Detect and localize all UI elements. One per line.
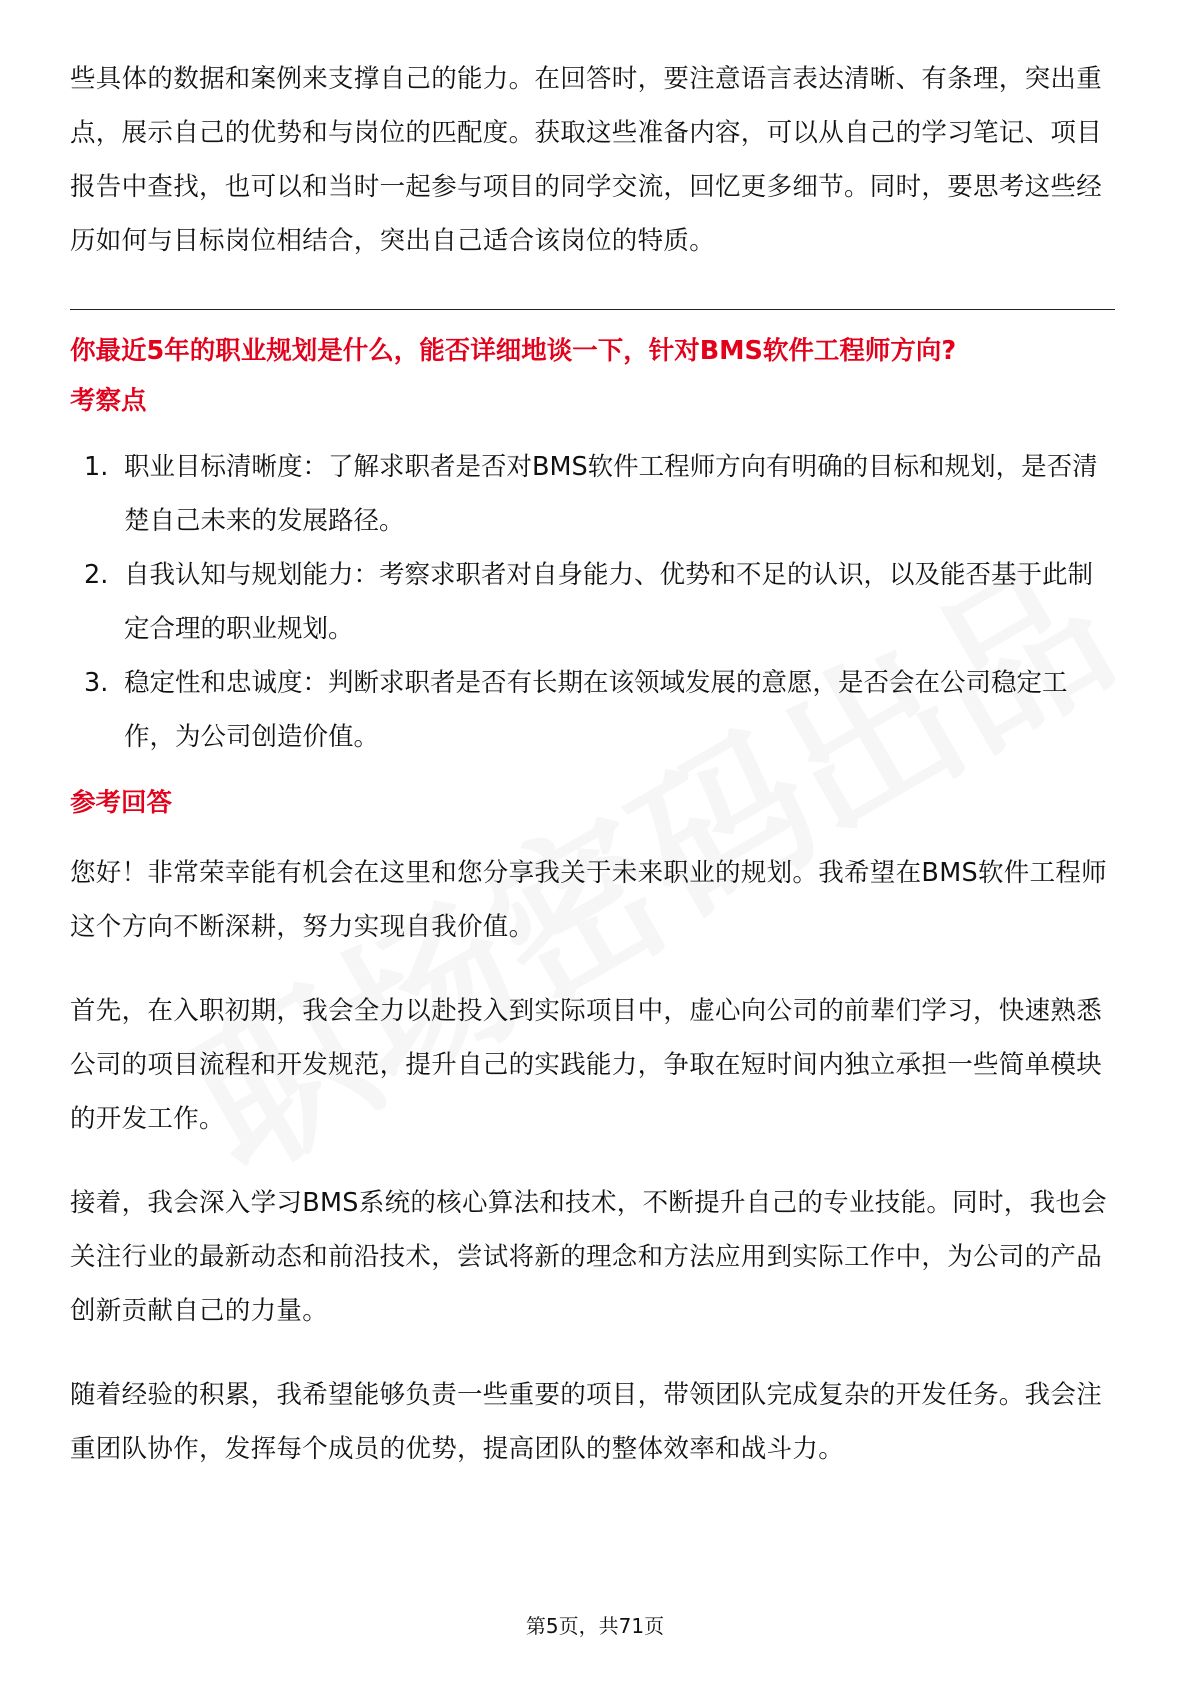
assessment-list: [70, 440, 1115, 764]
answer-paragraph: 随着经验的积累，我希望能够负责一些重要的项目，带领团队完成复杂的开发任务。我会注重团队协作，发挥每个成员的优势，提高团队的整体效率和战斗力。: [70, 1380, 1103, 1464]
assessment-item: [70, 440, 1115, 548]
answer-title: 参考回答: [70, 788, 173, 818]
answer-paragraph: 首先，在入职初期，我会全力以赴投入到实际项目中，虚心向公司的前辈们学习，快速熟悉公司的项目流程和开发规范，提升自己的实践能力，争取在短时间内独立承担一些简单模块的开发工作。: [70, 996, 1103, 1134]
answer-paragraph: 接着，我会深入学习BMS系统的核心算法和技术，不断提升自己的专业技能。同时，我也会关注行业的最新动态和前沿技术，尝试将新的理念和方法应用到实际工作中，为公司的产品创新贡献自己的力量。: [70, 1188, 1107, 1326]
assessment-item: [70, 548, 1115, 656]
item-number: 3.: [84, 668, 109, 698]
interview-question: 你最近5年的职业规划是什么，能否详细地谈一下，针对BMS软件工程师方向?: [70, 336, 957, 366]
item-text: 自我认知与规划能力：考察求职者对自身能力、优势和不足的认识，以及能否基于此制定合理的职业规划。: [124, 560, 1094, 644]
page-content: [70, 52, 1115, 1506]
answer-paragraph: 您好！非常荣幸能有机会在这里和您分享我关于未来职业的规划。我希望在BMS软件工程师这个方向不断深耕，努力实现自我价值。: [70, 858, 1107, 942]
item-text: 职业目标清晰度：了解求职者是否对BMS软件工程师方向有明确的目标和规划，是否清楚自己未来的发展路径。: [124, 452, 1098, 536]
page-number-footer: 第5页，共71页: [525, 1614, 665, 1638]
assessment-item: [70, 656, 1115, 764]
intro-paragraph: 些具体的数据和案例来支撑自己的能力。在回答时，要注意语言表达清晰、有条理，突出重点，展示自己的优势和与岗位的匹配度。获取这些准备内容，可以从自己的学习笔记、项目报告中查找，也可以和当时一起参与项目的同学交流，回忆更多细节。同时，要思考这些经历如何与目标岗位相结合，突出自己适合该岗位的特质。: [70, 64, 1103, 256]
assessment-title: 考察点: [70, 386, 147, 416]
item-number: 2.: [84, 560, 109, 590]
item-text: 稳定性和忠诚度：判断求职者是否有长期在该领域发展的意愿，是否会在公司稳定工作，为公司创造价值。: [124, 668, 1068, 752]
item-number: 1.: [84, 452, 109, 482]
section-divider: [70, 309, 1115, 310]
